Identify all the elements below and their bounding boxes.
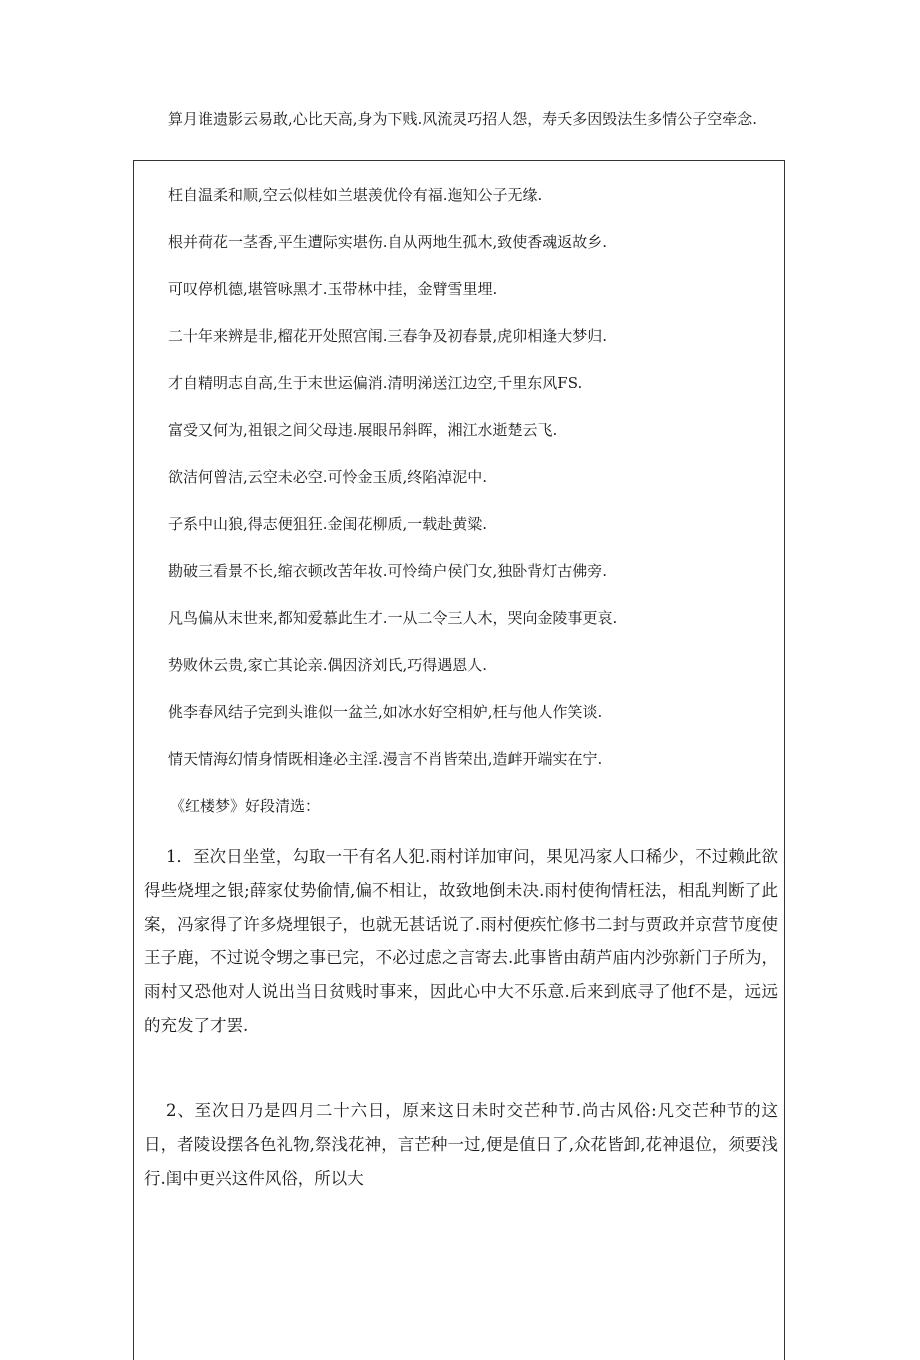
verse-line: 子系中山狼,得志便狙狂.金闺花柳质,一载赴黄粱.	[168, 515, 488, 533]
verse-line: 富受又何为,祖银之间父母违.展眼吊斜晖，湘江水逝楚云飞.	[168, 421, 558, 439]
verse-line: 才自精明志自高,生于末世运偏消.清明涕送江边空,千里东风FS.	[168, 374, 583, 392]
section-heading: 《红楼梦》好段清选：	[170, 797, 321, 815]
verse-line: 欲洁何曾洁,云空未必空.可怜金玉质,终陷淖泥中.	[168, 468, 488, 486]
verse-line: 势败休云贵,家亡其论亲.偶因济刘氏,巧得遇恩人.	[168, 656, 488, 674]
top-verse-line: 算月谁遗影云易敢,心比天高,身为下贱.风流灵巧招人怨，寿夭多因毁法生多情公子空牵念.	[168, 110, 758, 128]
verse-line: 勘破三看景不长,缩衣顿改苦年妆.可怜绮户侯门女,独卧背灯古佛旁.	[168, 562, 608, 580]
paragraph-2: 2、至次日乃是四月二十六日，原来这日未时交芒种节.尚古风俗:凡交芒种节的这日，者陵设摆各色礼物,祭浅花神，言芒种一过,便是值日了,众花皆卸,花神退位，须要浅行.闺中更兴这件风俗，所以大	[144, 1101, 778, 1188]
verse-line: 凡鸟偏从末世来,都知爱慕此生才.一从二令三人木，哭向金陵事更哀.	[168, 609, 618, 627]
verse-line: 根并荷花一茎香,平生遭际实堪伤.自从两地生孤木,致使香魂返故乡.	[168, 233, 608, 251]
verse-line: 枉自温柔和顺,空云似桂如兰堪羡优伶有福.迤知公子无缘.	[168, 186, 543, 204]
verse-line: 情天情海幻情身情既相逢必主淫.漫言不肖皆荣出,造衅开端实在宁.	[168, 750, 603, 768]
verse-line: 可叹停机德,堪管咏黑才.玉带林中挂，金臂雪里埋.	[168, 280, 498, 298]
paragraph-1: 1．至次日坐堂，勾取一干有名人犯.雨村详加审问，果见冯家人口稀少，不过赖此欲得些烧埋之银;薛家仗势偷情,偏不相让，故致地倒未决.雨村使徇情枉法，相乱判断了此案，冯家得了许多烧埋银子，也就无甚话说了.雨村便疾忙修书二封与贾政并京营节度使王子鹿，不过说令甥之事已完，不必过虑之言寄去.此事皆由葫芦庙内沙弥新门子所为，雨村又恐他对人说出当日贫贱时事来，因此心中大不乐意.后来到底寻了他f不是，远远的充发了才罢.	[144, 847, 778, 1035]
verse-line: 二十年来辨是非,榴花开处照宫闱.三春争及初春景,虎卯相逢大梦归.	[168, 327, 608, 345]
content-box	[133, 160, 785, 1360]
verse-line: 佻李春风结子完到头谁似一盆兰,如冰水好空相妒,枉与他人作笑谈.	[168, 703, 603, 721]
